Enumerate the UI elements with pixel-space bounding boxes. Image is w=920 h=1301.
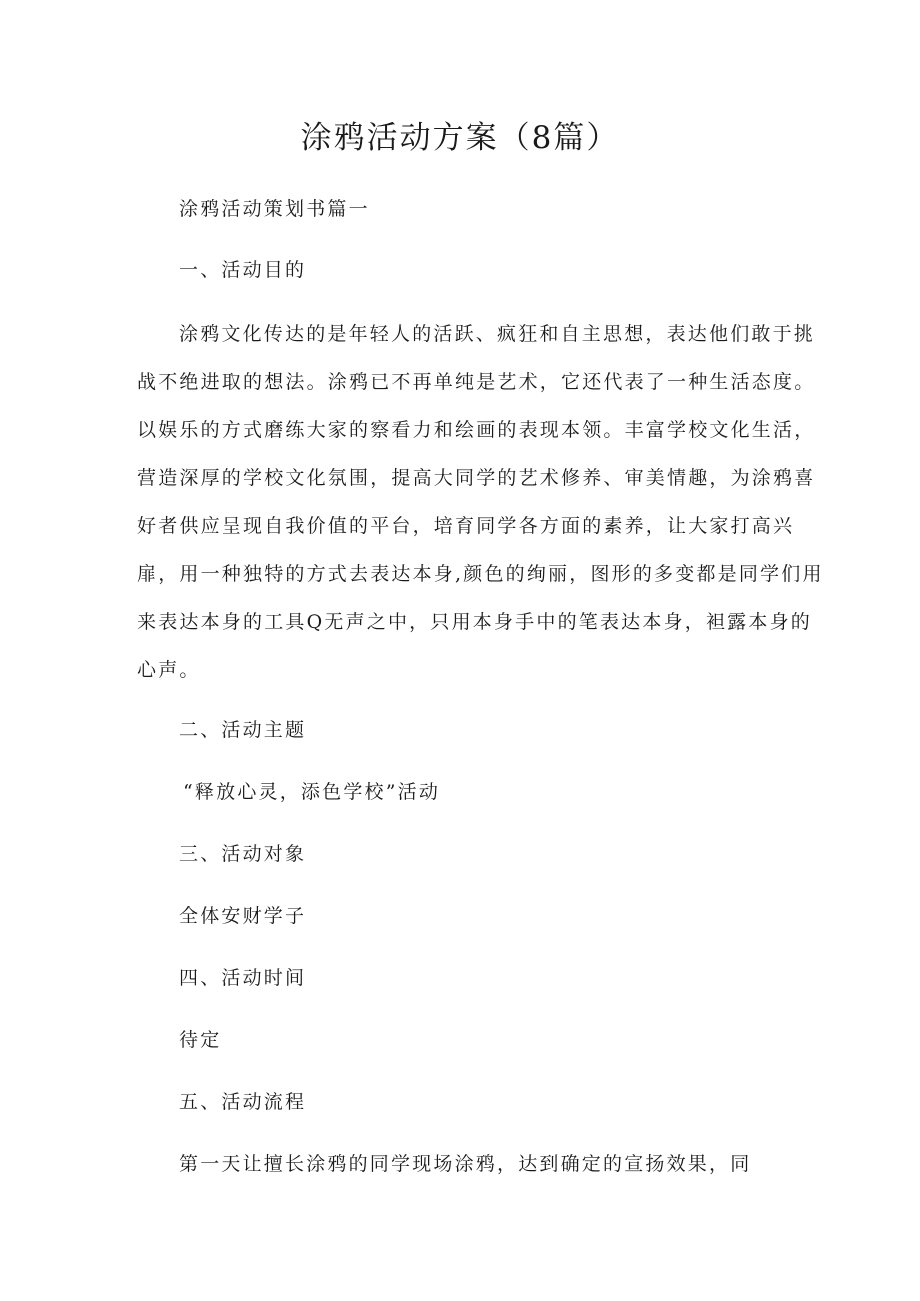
theme-text: “释放心灵，添色学校”活动 <box>183 781 441 803</box>
purpose-line: 战不绝进取的想法。涂鸦已不再单纯是艺术，它还代表了一种生活态度。 <box>137 371 816 393</box>
document-title: 涂鸦活动方案（8篇） <box>300 120 620 156</box>
purpose-line: 扉，用一种独特的方式去表达本身,颜色的绚丽，图形的多变都是同学们用 <box>137 563 824 585</box>
heading-process: 五、活动流程 <box>179 1091 307 1113</box>
section-heading: 涂鸦活动策划书篇一 <box>179 198 370 220</box>
purpose-line: 好者供应呈现自我价值的平台，培育同学各方面的素养，让大家打高兴 <box>137 515 795 537</box>
heading-time: 四、活动时间 <box>179 967 307 989</box>
target-text: 全体安财学子 <box>179 905 307 927</box>
process-text: 第一天让擅长涂鸦的同学现场涂鸦，达到确定的宣扬效果，同 <box>179 1153 752 1175</box>
time-text: 待定 <box>179 1029 222 1051</box>
purpose-line: 来表达本身的工具Q无声之中，只用本身手中的笔表达本身，袒露本身的 <box>137 611 812 633</box>
heading-theme: 二、活动主题 <box>179 719 307 741</box>
purpose-line: 以娱乐的方式磨练大家的察看力和绘画的表现本领。丰富学校文化生活， <box>137 419 816 441</box>
heading-purpose: 一、活动目的 <box>179 259 307 281</box>
purpose-paragraph <box>137 310 824 694</box>
purpose-line: 涂鸦文化传达的是年轻人的活跃、疯狂和自主思想，表达他们敢于挑 <box>179 323 816 345</box>
purpose-line: 营造深厚的学校文化氛围，提高大同学的艺术修养、审美情趣，为涂鸦喜 <box>137 467 816 489</box>
heading-target: 三、活动对象 <box>179 843 307 865</box>
purpose-line: 心声。 <box>137 659 201 681</box>
